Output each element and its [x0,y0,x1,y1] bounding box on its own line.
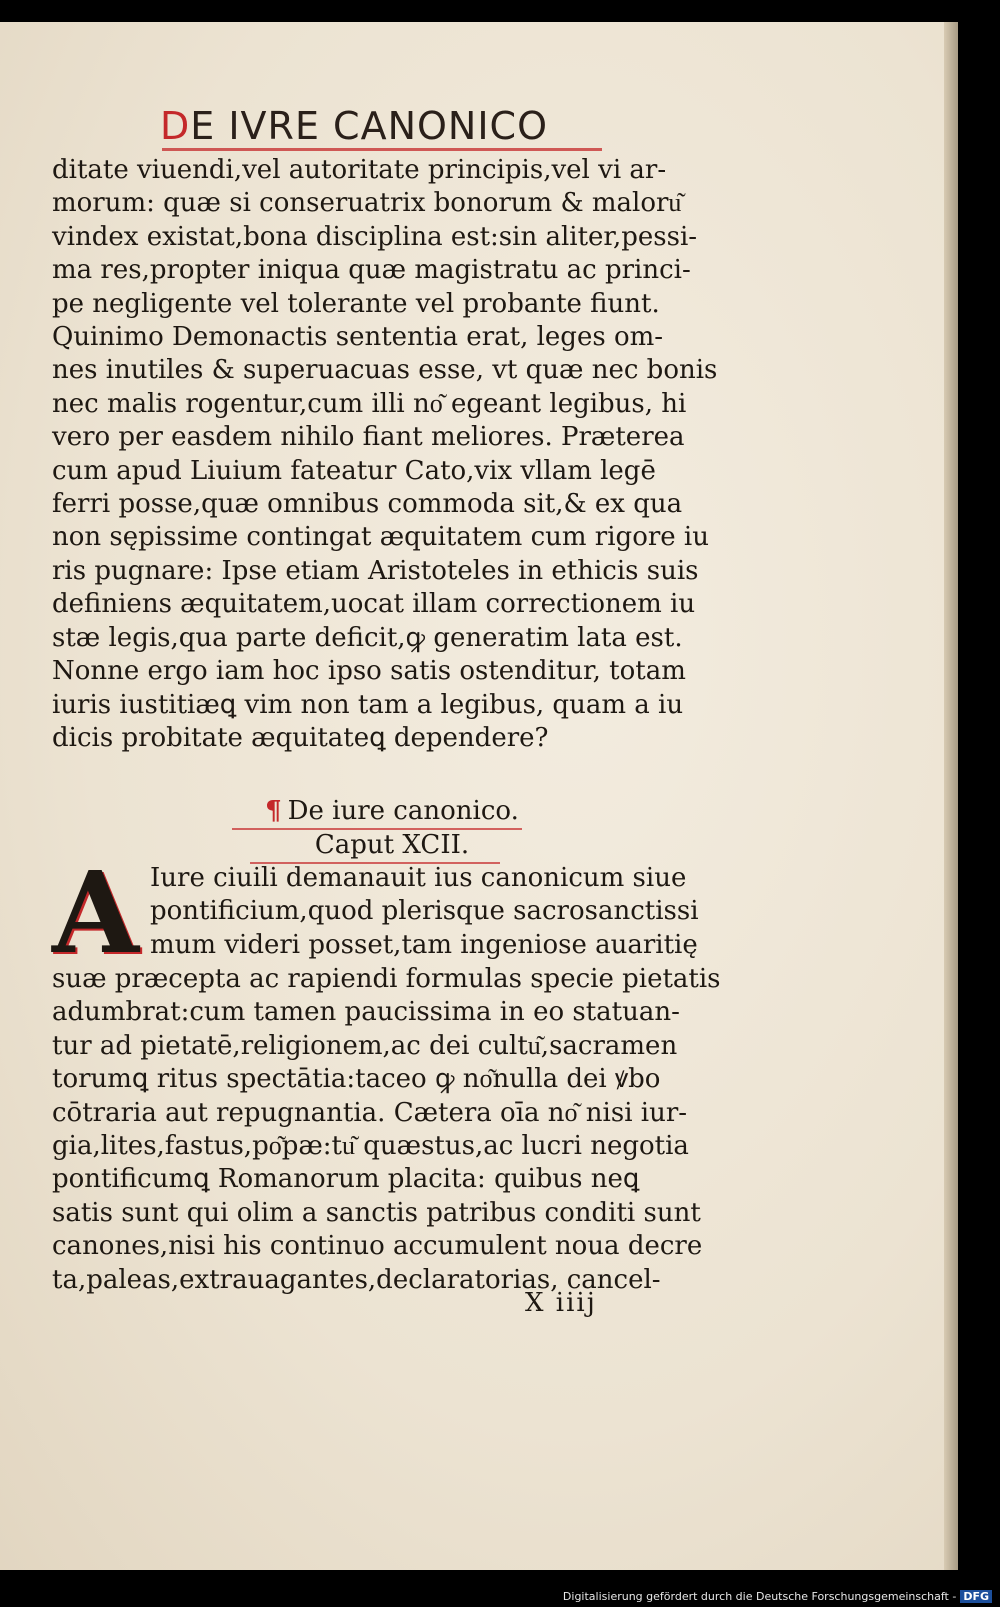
text-line: mum videri posset,tam ingeniose auaritię [150,929,698,960]
text-line: canones,nisi his continuo accumulent noua decre [52,1231,703,1262]
text-line: satis sunt qui olim a sanctis patribus conditi sunt [52,1197,701,1228]
text-line: non sępissime contingat æquitatem cum rigore iu [52,522,709,553]
text-line: vero per easdem nihilo fiant meliores. Præterea [52,422,685,453]
digitization-footer [563,1590,992,1603]
text-line: iuris iustitiæꝗ vim non tam a legibus, quam a iu [52,689,684,720]
text-line: nes inutiles & superuacuas esse, vt quæ nec bonis [52,355,718,386]
book-page [0,22,958,1570]
text-line: Iure ciuili demanauit ius canonicum siue [150,863,687,893]
page-edge [944,22,958,1570]
text-line: stæ legis,qua parte deficit,ꝙ generatim lata est. [52,622,683,653]
text-line: Nonne ergo iam hoc ipso satis ostenditur, totam [52,656,686,687]
text-line: cum apud Liuium fateatur Cato,vix vllam legē [52,455,656,486]
text-line: ris pugnare: Ipse etiam Aristoteles in ethicis suis [52,555,699,586]
footer-text: Digitalisierung gefördert durch die Deutsche Forschungsgemeinschaft - [562,1590,957,1603]
dfg-logo: DFG [960,1590,992,1603]
text-line: suæ præcepta ac rapiendi formulas specie pietatis [52,964,721,994]
chapter-title: De iure canonico. [287,796,519,826]
chapter-text-block [52,963,740,1297]
text-line: Quinimo Demonactis sententia erat, leges om- [52,322,664,353]
text-line: pontificumꝗ Romanorum placita: quibus neꝗ [52,1164,640,1195]
text-line: ta,paleas,extrauagantes,declaratorias, cancel- [52,1264,661,1295]
pilcrow-mark: ¶ [265,796,282,826]
text-line: cōtraria aut repugnantia. Cætera oīa no͂ nisi iur- [52,1097,688,1128]
running-head-initial: D [160,104,191,148]
running-head-text: E IVRE CANONICO [190,104,548,148]
chapter-number: Caput XCII. [314,830,470,860]
text-line: gia,lites,fastus,po͂pæ:tu͂ quæstus,ac lucri negotia [52,1131,689,1162]
running-head [160,104,548,148]
upper-text-block [52,154,732,755]
text-line: ma res,propter iniqua quæ magistratu ac princi- [52,255,691,286]
text-line: pontificium,quod plerisque sacrosanctissi [150,896,699,927]
text-line: definiens æquitatem,uocat illam correctionem iu [52,589,696,620]
text-line: ditate viuendi,vel autoritate principis,vel vi ar- [52,155,667,185]
chapter-title-line [52,794,732,828]
text-line: vindex existat,bona disciplina est:sin aliter,pessi- [52,221,698,252]
chapter-opening-lines [150,862,740,962]
running-head-underline [162,148,602,151]
text-line: dicis probitate æquitateꝗ dependere? [52,722,549,753]
text-line: adumbrat:cum tamen paucissima in eo statuan- [52,997,680,1028]
text-line: torumꝗ ritus spectātia:taceo ꝙ no͂nulla dei ꝟbo [52,1064,661,1095]
drop-cap-initial: A [52,848,139,979]
text-line: nec malis rogentur,cum illi no͂ egeant legibus, hi [52,388,687,419]
text-line: pe negligente vel tolerante vel probante fiunt. [52,288,660,319]
text-line: tur ad pietatē,religionem,ac dei cultu͂,sacramen [52,1030,678,1061]
signature-mark: X iiij [525,1288,597,1318]
title-underline [232,828,522,830]
text-line: ferri posse,quæ omnibus commoda sit,& ex qua [52,489,683,520]
text-line: morum: quæ si conseruatrix bonorum & maloru͂ [52,188,682,219]
